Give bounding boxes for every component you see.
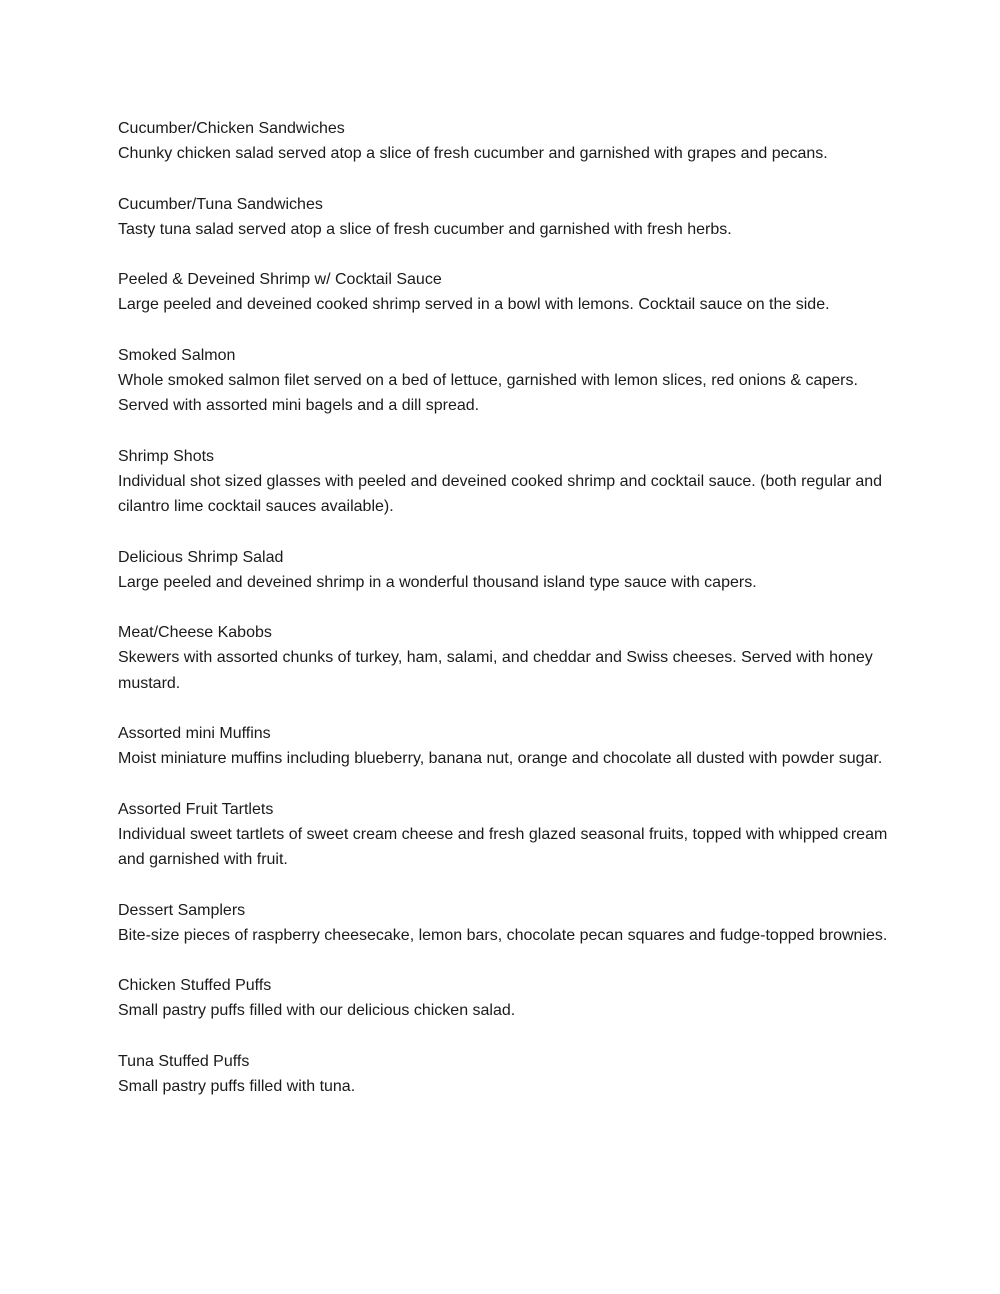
item-description: Large peeled and deveined cooked shrimp served in a bowl with lemons. Cocktail sauce on the side. [118, 296, 830, 314]
menu-item-shrimp-cocktail [118, 267, 898, 318]
item-description: Small pastry puffs filled with tuna. [118, 1078, 356, 1096]
item-title: Smoked Salmon [118, 346, 236, 364]
menu-item-tuna-stuffed-puffs [118, 1049, 898, 1100]
item-description: Skewers with assorted chunks of turkey, ham, salami, and cheddar and Swiss cheeses. Served with honey mustard. [118, 649, 873, 692]
item-description: Whole smoked salmon filet served on a bed of lettuce, garnished with lemon slices, red onions & capers. Served with assorted mini bagels and a dill spread. [118, 372, 858, 415]
menu-item-cucumber-chicken-sandwiches [118, 116, 898, 167]
item-title: Assorted mini Muffins [118, 725, 271, 743]
item-description: Tasty tuna salad served atop a slice of fresh cucumber and garnished with fresh herbs. [118, 220, 732, 238]
item-title: Meat/Cheese Kabobs [118, 624, 272, 642]
item-title: Peeled & Deveined Shrimp w/ Cocktail Sauce [118, 271, 442, 289]
menu-item-mini-muffins [118, 721, 898, 772]
menu-item-meat-cheese-kabobs [118, 620, 898, 696]
item-title: Dessert Samplers [118, 901, 246, 919]
menu-item-dessert-samplers [118, 898, 898, 949]
item-title: Shrimp Shots [118, 447, 215, 465]
item-description: Individual sweet tartlets of sweet cream cheese and fresh glazed seasonal fruits, topped with whipped cream and garnished with fruit. [118, 825, 888, 869]
item-description: Individual shot sized glasses with peeled and deveined cooked shrimp and cocktail sauce. (both regular and cilantro lime cocktail sauces available). [118, 472, 883, 516]
menu-item-shrimp-salad [118, 545, 898, 596]
menu-page [118, 116, 898, 1124]
item-description: Chunky chicken salad served atop a slice of fresh cucumber and garnished with grapes and pecans. [118, 145, 828, 163]
menu-item-cucumber-tuna-sandwiches [118, 192, 898, 243]
menu-item-smoked-salmon [118, 343, 898, 419]
menu-item-fruit-tartlets [118, 797, 898, 873]
menu-item-chicken-stuffed-puffs [118, 973, 898, 1024]
item-description: Large peeled and deveined shrimp in a wonderful thousand island type sauce with capers. [118, 573, 757, 591]
item-title: Cucumber/Tuna Sandwiches [118, 195, 323, 213]
item-description: Small pastry puffs filled with our delicious chicken salad. [118, 1002, 516, 1020]
item-description: Bite-size pieces of raspberry cheesecake, lemon bars, chocolate pecan squares and fudge-topped brownies. [118, 926, 888, 944]
item-title: Chicken Stuffed Puffs [118, 977, 272, 995]
item-title: Cucumber/Chicken Sandwiches [118, 120, 345, 137]
item-title: Delicious Shrimp Salad [118, 548, 284, 566]
menu-item-shrimp-shots [118, 444, 898, 520]
item-title: Assorted Fruit Tartlets [118, 800, 274, 818]
item-title: Tuna Stuffed Puffs [118, 1052, 250, 1070]
item-description: Moist miniature muffins including blueberry, banana nut, orange and chocolate all dusted with powder sugar. [118, 750, 883, 768]
